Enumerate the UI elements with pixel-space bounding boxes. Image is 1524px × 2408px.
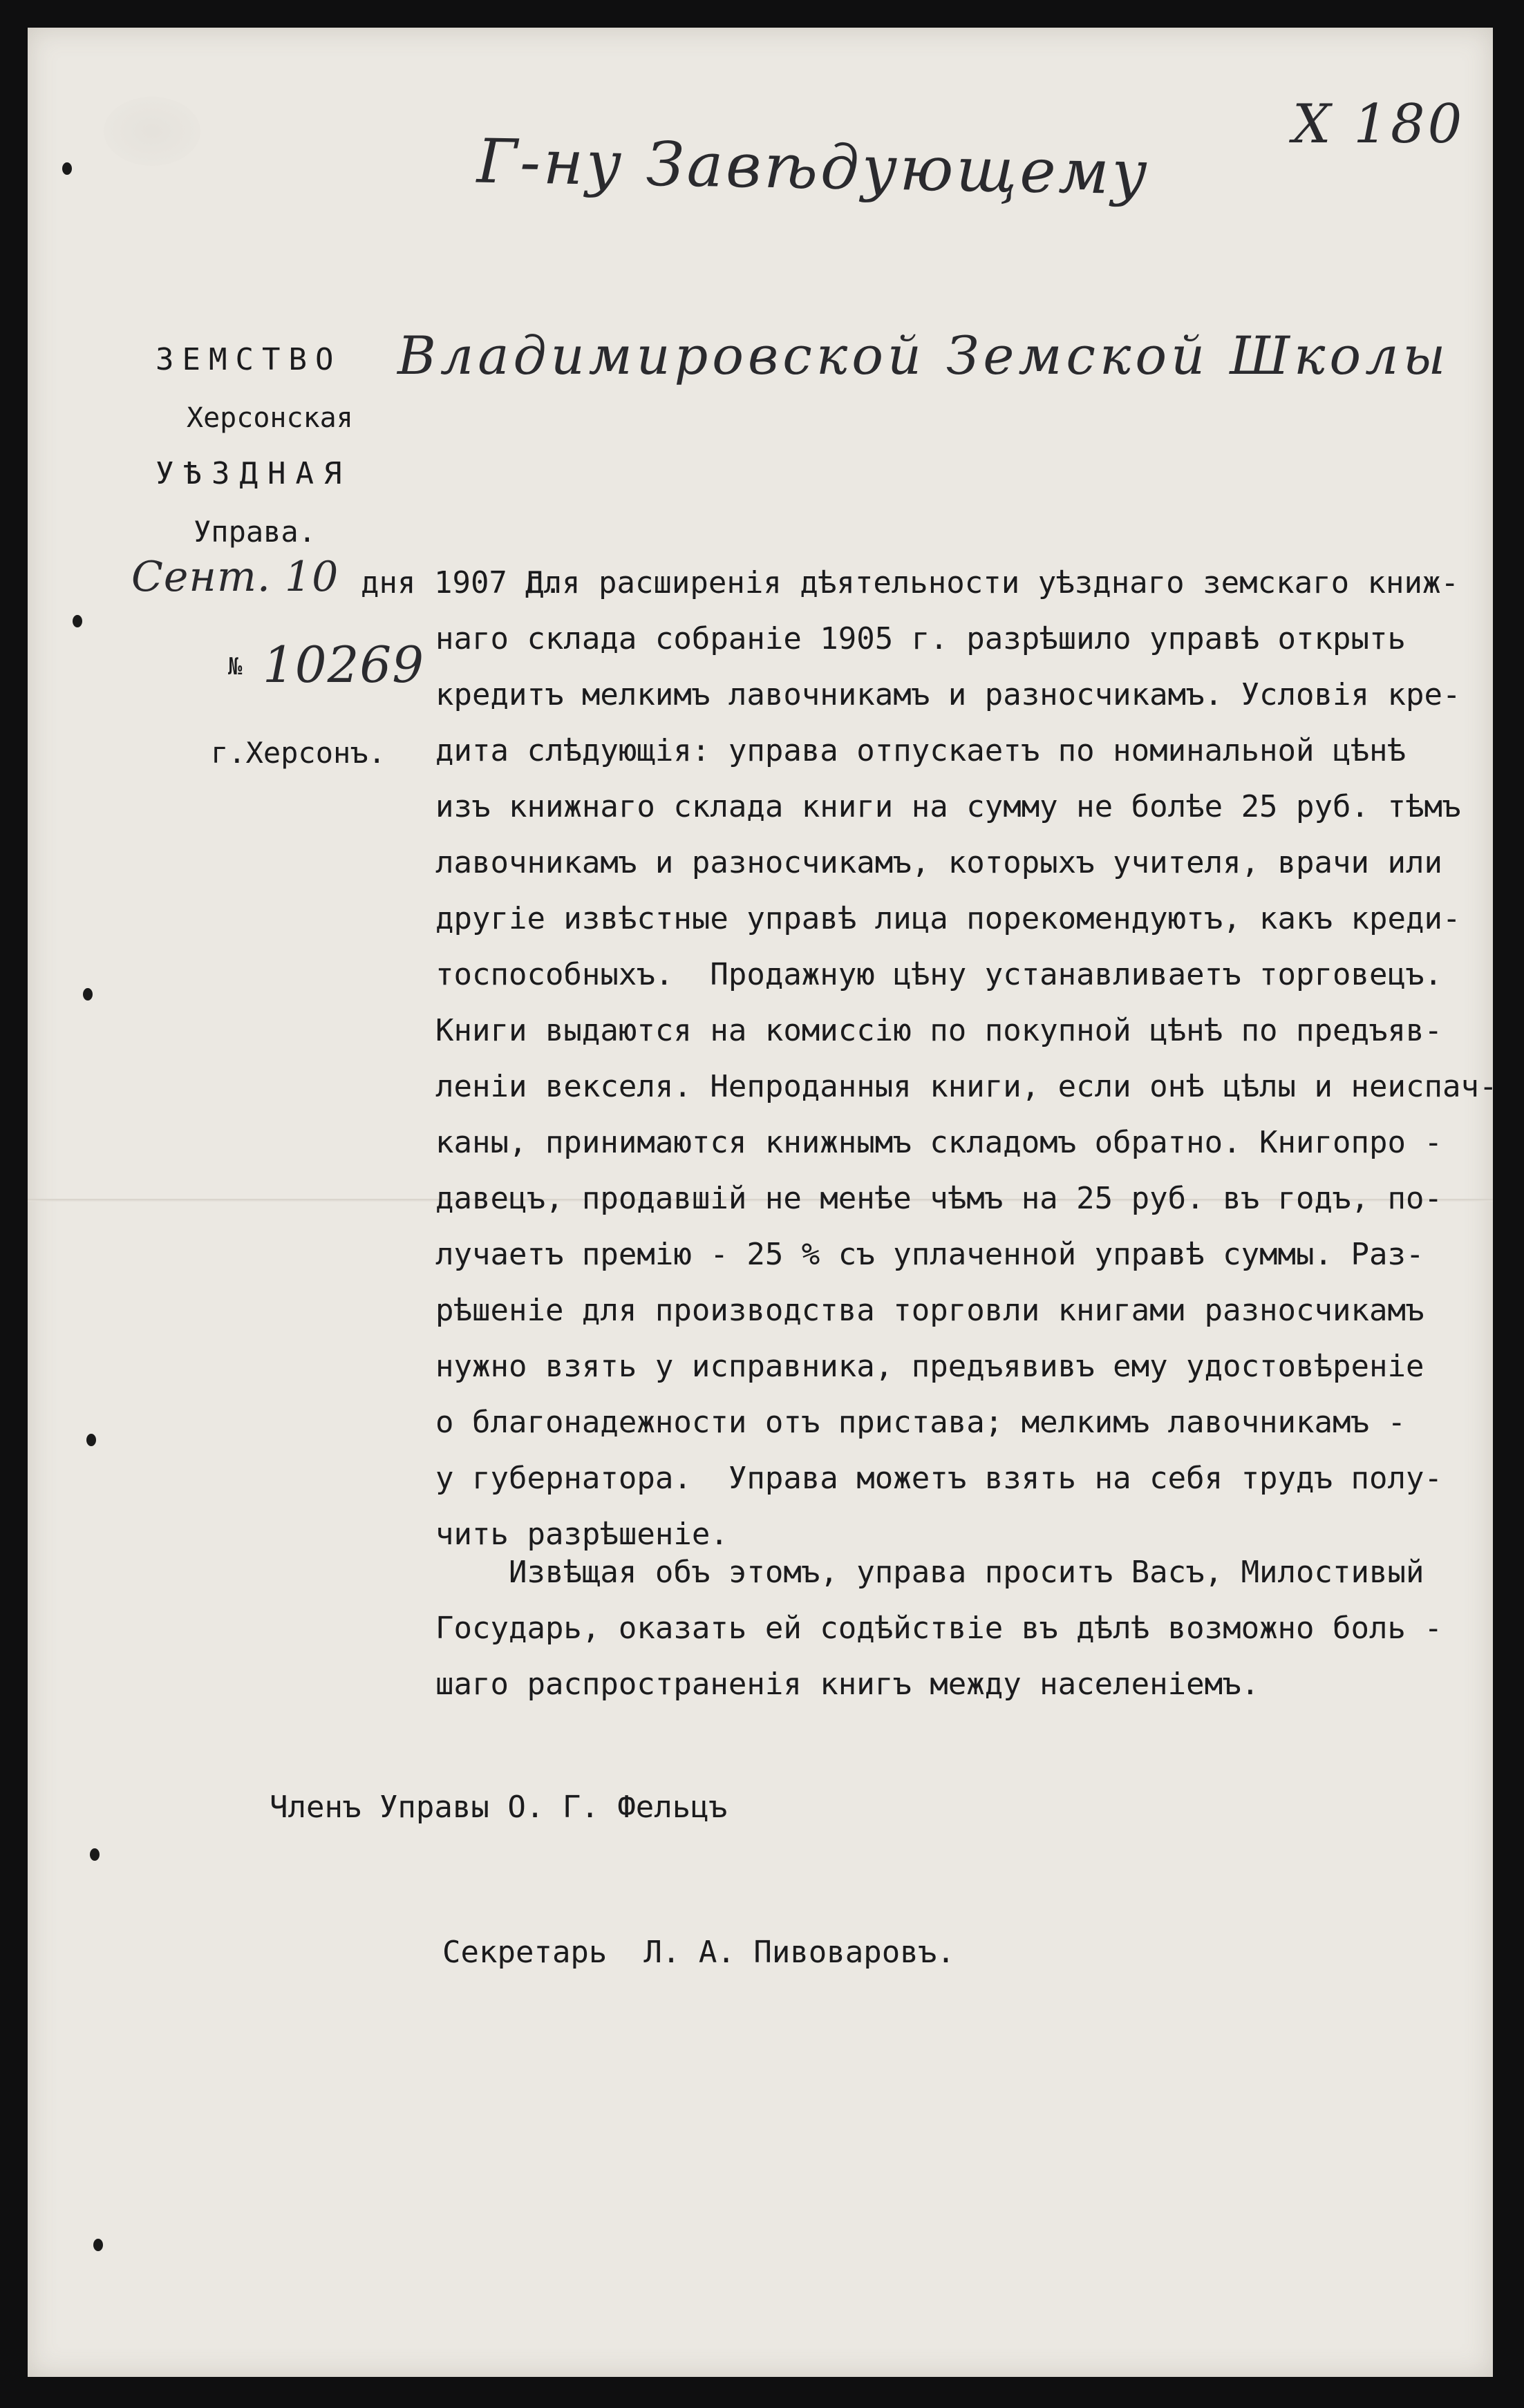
body-line: леніи векселя. Непроданныя книги, если онѣ цѣлы и неиспач-: [435, 1069, 1498, 1104]
body-line: тоспособныхъ. Продажную цѣну устанавливаетъ торговецъ.: [435, 957, 1442, 992]
letterhead-uezdnaya: УѢЗДНАЯ: [156, 456, 352, 491]
binding-hole: [73, 615, 82, 627]
handwritten-archive-mark: Х 180: [1292, 93, 1465, 155]
letterhead-region: Херсонская: [187, 402, 353, 434]
body-line: каны, принимаются книжнымъ складомъ обратно. Книгопро -: [435, 1125, 1442, 1160]
body-line: Книги выдаются на комиссію по покупной цѣнѣ по предъяв-: [435, 1013, 1442, 1048]
handwritten-addressee-line2: Владимировской Земской Школы: [397, 325, 1450, 386]
body-line: лучаетъ премію - 25 % съ уплаченной управѣ суммы. Раз-: [435, 1237, 1424, 1272]
letterhead-zemstvo: ЗЕМСТВО: [156, 342, 342, 377]
body-line: изъ книжнаго склада книги на сумму не болѣе 25 руб. тѣмъ: [435, 789, 1461, 824]
body-line: чить разрѣшеніе.: [435, 1517, 728, 1552]
letter-closing: [435, 1555, 1442, 1723]
closing-line: Государь, оказать ей содѣйствіе въ дѣлѣ возможно боль -: [435, 1611, 1442, 1646]
body-line: нужно взять у исправника, предъявивъ ему удостовѣреніе: [435, 1349, 1424, 1384]
body-line: наго склада собраніе 1905 г. разрѣшило управѣ открыть: [435, 621, 1406, 656]
signature-secretary: Секретарь Л. А. Пивоваровъ.: [442, 1935, 955, 1970]
binding-hole: [90, 1848, 100, 1861]
binding-hole: [62, 162, 72, 175]
body-line: кредитъ мелкимъ лавочникамъ и разносчикамъ. Условія кре-: [435, 677, 1461, 712]
handwritten-addressee-line1: Г-ну Завѣдующему: [476, 125, 1151, 209]
binding-hole: [93, 2239, 103, 2251]
number-label: №: [228, 653, 243, 681]
handwritten-outgoing-number: 10269: [263, 636, 425, 694]
body-line: давецъ, продавшій не менѣе чѣмъ на 25 руб. въ годъ, по-: [435, 1181, 1442, 1216]
typed-date: дня 1907 г.: [361, 565, 563, 600]
body-line: о благонадежности отъ пристава; мелкимъ лавочникамъ -: [435, 1405, 1406, 1440]
letterhead-uprava: Управа.: [194, 515, 317, 549]
signature-member: Членъ Управы О. Г. Фельцъ: [270, 1790, 728, 1825]
letterhead-city: г.Херсонъ.: [211, 736, 386, 770]
body-line: другіе извѣстные управѣ лица порекомендуютъ, какъ креди-: [435, 901, 1461, 936]
body-line: Для расширенія дѣятельности уѣзднаго земскаго книж-: [525, 565, 1460, 600]
body-line: рѣшеніе для производства торговли книгами разносчикамъ: [435, 1293, 1424, 1328]
binding-hole: [83, 988, 93, 1001]
closing-line: Извѣщая объ этомъ, управа проситъ Васъ, Милостивый: [435, 1555, 1424, 1590]
binding-hole: [86, 1434, 96, 1446]
closing-line: шаго распространенія книгъ между населеніемъ.: [435, 1667, 1260, 1702]
letter-body: [435, 565, 1497, 1573]
handwritten-date: Сент. 10: [131, 553, 339, 601]
faded-embossed-stamp: [104, 97, 200, 166]
body-line: дита слѣдующія: управа отпускаетъ по номинальной цѣнѣ: [435, 733, 1406, 768]
body-line: лавочникамъ и разносчикамъ, которыхъ учителя, врачи или: [435, 845, 1442, 880]
body-line: у губернатора. Управа можетъ взять на себя трудъ полу-: [435, 1461, 1442, 1496]
